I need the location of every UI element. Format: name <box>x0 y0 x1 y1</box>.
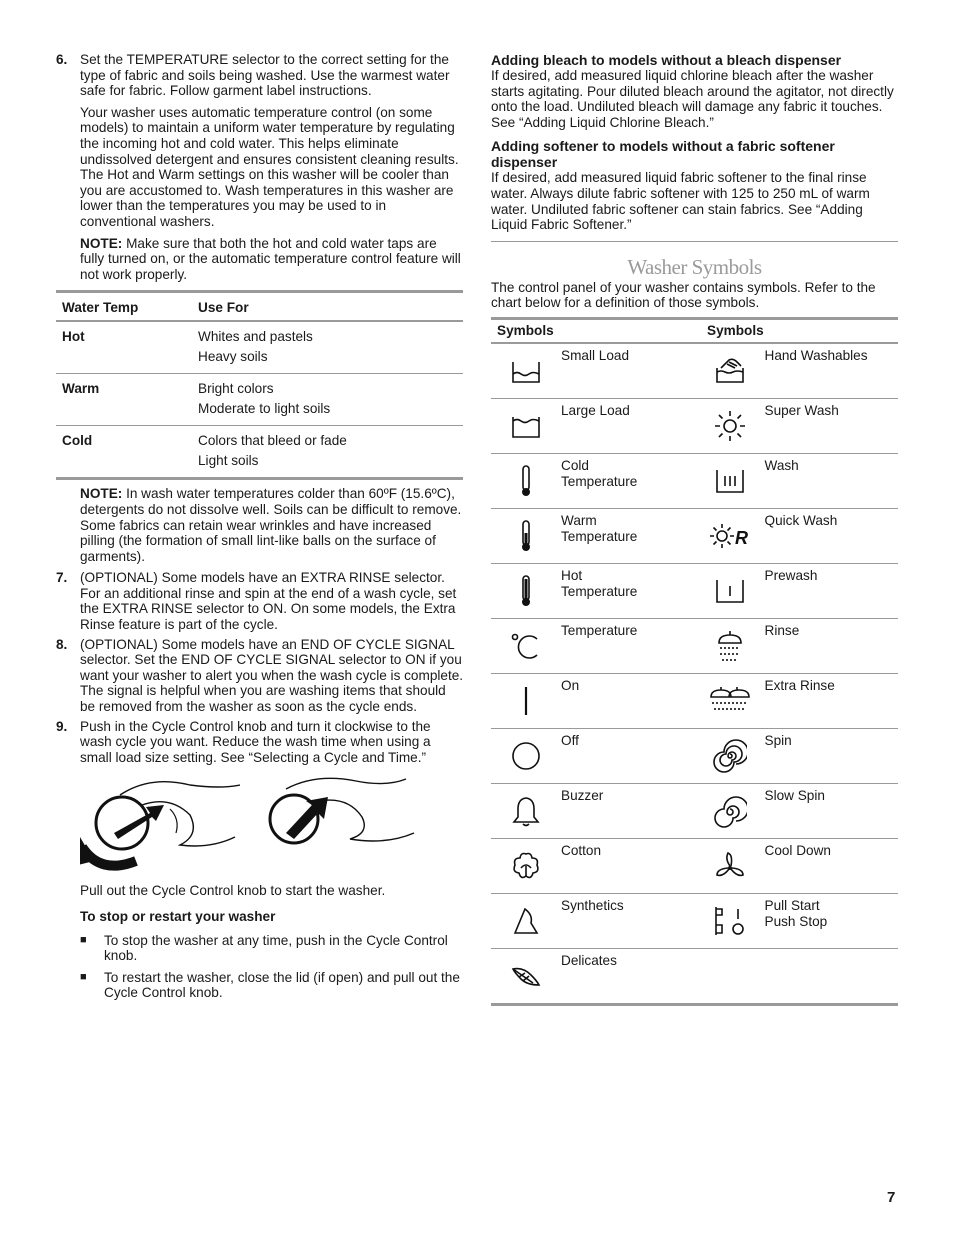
note-label: NOTE: <box>80 235 123 251</box>
table-row <box>491 509 898 564</box>
table-header-row <box>56 292 463 322</box>
symbol-label: Large Load <box>561 402 630 418</box>
symbol-label: Spin <box>764 732 792 748</box>
header-use-for: Use For <box>198 299 249 315</box>
symbol-cell <box>491 784 695 838</box>
list-item <box>80 933 464 964</box>
empty-icon-slot <box>695 949 765 1003</box>
symbol-cell <box>695 564 899 618</box>
symbol-cell <box>695 454 899 508</box>
use-item: Colors that bleed or fade <box>198 433 347 449</box>
symbol-label: Temperature <box>561 622 638 638</box>
table-row <box>491 674 898 729</box>
step-number: 8. <box>56 636 68 652</box>
symbol-cell <box>695 784 899 838</box>
table-row <box>491 894 898 949</box>
symbol-label: Cool Down <box>764 842 831 858</box>
table-row <box>491 619 898 674</box>
washer-symbols-title: Washer Symbols <box>627 254 762 279</box>
table-row <box>56 321 463 374</box>
symbol-label: Off <box>561 732 579 748</box>
symbol-label: Extra Rinse <box>764 677 835 693</box>
hot-temperature-icon <box>491 564 561 618</box>
symbol-label: Cotton <box>561 842 602 858</box>
symbol-label: Pull Start Push Stop <box>764 897 828 929</box>
cold-temperature-icon <box>491 454 561 508</box>
symbol-cell <box>491 454 695 508</box>
symbol-cell <box>695 729 899 783</box>
table-row <box>491 729 898 784</box>
step-7 <box>56 570 464 632</box>
right-column <box>491 52 898 1006</box>
prewash-icon <box>695 564 765 618</box>
extra-rinse-icon <box>695 674 765 728</box>
table-row <box>491 839 898 894</box>
table-row <box>491 784 898 839</box>
bleach-text: If desired, add measured liquid chlorine bleach after the washer starts agitating. Pour diluted bleach around the agitator, not directly onto the load. Undiluted bleach will damage any fabric it touches. See “Adding Liquid Chlorine Bleach.” <box>491 68 894 130</box>
cool-down-icon <box>695 839 765 893</box>
symbols-table-header <box>491 317 898 344</box>
step-number: 7. <box>56 570 68 586</box>
symbol-label: Buzzer <box>561 787 604 803</box>
symbol-cell <box>491 399 695 453</box>
washer-symbols-table <box>491 317 898 1006</box>
symbol-label: Warm Temperature <box>561 512 638 544</box>
symbol-cell <box>695 949 899 1003</box>
small-load-icon <box>491 344 561 398</box>
water-temp-cell: Warm <box>62 381 100 397</box>
warm-temperature-icon <box>491 509 561 563</box>
step-number: 6. <box>56 52 68 67</box>
use-item: Moderate to light soils <box>198 401 331 417</box>
delicates-icon <box>491 949 561 1003</box>
symbol-label: Hand Washables <box>764 347 868 363</box>
page-number: 7 <box>887 1189 896 1206</box>
illustration-caption: Pull out the Cycle Control knob to start the washer. <box>80 883 386 899</box>
water-temperature-table <box>56 290 463 480</box>
softener-text: If desired, add measured liquid fabric softener to the final rinse water. Always dilute fabric softener with 125 to 250 mL of warm water. Undiluted fabric softener can stain fabrics. See “Adding Liquid Fabric Softener.” <box>491 170 870 233</box>
water-temp-cell: Cold <box>62 433 93 449</box>
symbol-cell <box>491 619 695 673</box>
symbol-cell <box>491 949 695 1003</box>
symbol-label: Small Load <box>561 347 630 363</box>
square-bullet-icon: ■ <box>80 933 87 946</box>
list-item-text: To stop the washer at any time, push in the Cycle Control knob. <box>104 932 448 964</box>
symbol-cell <box>695 674 899 728</box>
symbol-label: Super Wash <box>764 402 839 418</box>
symbol-label: Delicates <box>561 952 617 968</box>
step-7-text: (OPTIONAL) Some models have an EXTRA RINSE selector. For an additional rinse and spin at the end of a wash cycle, set the EXTRA RINSE selector to ON. On some models, the Extra Rinse feature is part of the cycle. <box>80 570 457 633</box>
symbols-header-left: Symbols <box>497 323 554 339</box>
table-row <box>56 426 463 479</box>
left-column <box>56 52 464 1007</box>
table-row <box>491 454 898 509</box>
symbol-label: Prewash <box>764 567 818 583</box>
step-8-text: (OPTIONAL) Some models have an END OF CYCLE SIGNAL selector. Set the END OF CYCLE SIGNAL selector to ON if you want your washer to alert you when the wash cycle is complete. The signal is helpful when you are washing items that should be removed from the washer as soon as the cycle ends. <box>80 636 464 715</box>
temperature-icon <box>491 619 561 673</box>
temperature-note <box>80 486 464 564</box>
symbol-label: Hot Temperature <box>561 567 638 599</box>
use-item: Heavy soils <box>198 349 268 365</box>
symbol-label: Rinse <box>764 622 800 638</box>
step-6-paragraph-2: Your washer uses automatic temperature control (on some models) to maintain a uniform water temperature by regulating the incoming hot and cold water. This helps eliminate undissolved detergent and ensures consistent cleaning results. The Hot and Warm settings on this washer will be cooler than you are accustomed to. Wash temperatures in this washer are lower than the temperatures you may be used to in conventional washers. <box>80 104 459 229</box>
step-6-text: Set the TEMPERATURE selector to the correct setting for the type of fabric and soils being washed. Use the warmest water safe for fabric. Follow garment label instructions. <box>80 52 450 99</box>
stop-restart-list <box>80 933 464 1001</box>
pull-start-push-stop-icon <box>695 894 765 948</box>
cycle-control-illustration <box>80 775 464 875</box>
list-item-text: To restart the washer, close the lid (if open) and pull out the Cycle Control knob. <box>104 969 460 1001</box>
symbol-cell <box>695 839 899 893</box>
table-row <box>491 564 898 619</box>
water-temp-cell: Hot <box>62 329 85 345</box>
svg-text:R: R <box>734 527 748 548</box>
symbol-cell <box>491 839 695 893</box>
wash-icon <box>695 454 765 508</box>
super-wash-icon <box>695 399 765 453</box>
symbol-cell <box>491 894 695 948</box>
symbol-cell <box>695 619 899 673</box>
buzzer-icon <box>491 784 561 838</box>
hand-push-knob-icon <box>266 775 426 865</box>
hand-pull-knob-icon <box>80 775 240 875</box>
use-for-cell <box>192 426 463 479</box>
header-water-temp: Water Temp <box>62 299 139 315</box>
symbols-header-right: Symbols <box>707 323 764 339</box>
step-9-text: Push in the Cycle Control knob and turn it clockwise to the wash cycle you want. Reduce the wash time when using a small load size setting. See “Selecting a Cycle and Time.” <box>80 718 431 765</box>
table-row <box>56 374 463 426</box>
use-item: Light soils <box>198 453 259 469</box>
table-row <box>491 399 898 454</box>
list-item <box>80 970 464 1001</box>
use-item: Whites and pastels <box>198 329 313 345</box>
use-item: Bright colors <box>198 381 274 397</box>
symbol-label: Cold Temperature <box>561 457 638 489</box>
symbol-cell <box>695 344 899 398</box>
symbol-cell <box>491 729 695 783</box>
table-row <box>491 949 898 1006</box>
section-divider <box>491 241 898 242</box>
note-text: In wash water temperatures colder than 60ºF (15.6ºC), detergents do not dissolve well. Soils can be difficult to remove. Some fabrics can retain wear wrinkles and have increased pilling (the formation of small lint-like balls on the surface of garments). <box>80 486 462 564</box>
rinse-icon <box>695 619 765 673</box>
symbol-cell <box>491 344 695 398</box>
off-icon <box>491 729 561 783</box>
symbol-label: Quick Wash <box>764 512 838 528</box>
washer-symbols-intro: The control panel of your washer contains symbols. Refer to the chart below for a definition of those symbols. <box>491 279 876 311</box>
square-bullet-icon: ■ <box>80 970 87 983</box>
spin-icon <box>695 729 765 783</box>
use-for-cell <box>192 374 463 426</box>
stop-restart-heading: To stop or restart your washer <box>80 909 276 924</box>
symbol-cell <box>491 674 695 728</box>
large-load-icon <box>491 399 561 453</box>
symbol-cell <box>491 509 695 563</box>
step-9 <box>56 719 464 766</box>
step-6 <box>56 52 464 282</box>
note-label: NOTE: <box>80 486 123 502</box>
note-text: Make sure that both the hot and cold water taps are fully turned on, or the automatic temperature control feature will not work properly. <box>80 235 461 282</box>
hand-washables-icon <box>695 344 765 398</box>
cotton-icon <box>491 839 561 893</box>
quick-wash-icon <box>695 509 765 563</box>
on-icon <box>491 674 561 728</box>
table-row <box>491 344 898 399</box>
bleach-heading: Adding bleach to models without a bleach dispenser <box>491 52 842 68</box>
softener-heading: Adding softener to models without a fabric softener dispenser <box>491 138 835 171</box>
step-6-note <box>80 236 464 283</box>
symbol-cell <box>695 399 899 453</box>
symbol-label: Synthetics <box>561 897 624 913</box>
synthetics-icon <box>491 894 561 948</box>
symbol-cell <box>695 894 899 948</box>
symbol-label: Wash <box>764 457 799 473</box>
step-number: 9. <box>56 718 68 734</box>
slow-spin-icon <box>695 784 765 838</box>
step-8 <box>56 637 464 715</box>
symbol-cell <box>491 564 695 618</box>
symbol-label: Slow Spin <box>764 787 825 803</box>
symbol-cell <box>695 509 899 563</box>
symbol-label: On <box>561 677 580 693</box>
use-for-cell <box>192 321 463 374</box>
